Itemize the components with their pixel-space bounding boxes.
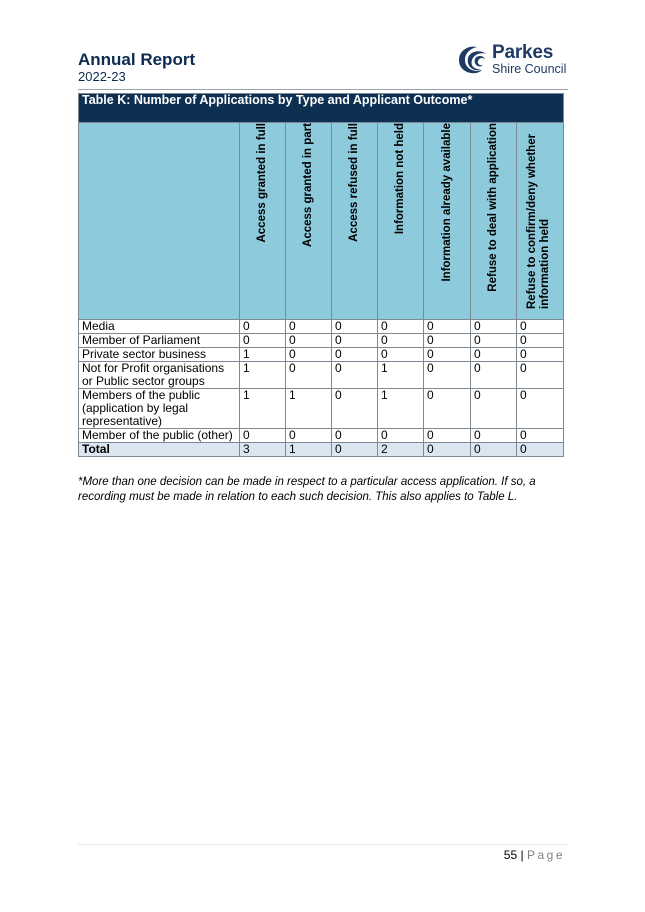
column-header: Access refused in full bbox=[332, 123, 378, 320]
report-year: 2022-23 bbox=[78, 69, 126, 84]
table-cell: 0 bbox=[332, 320, 378, 334]
table-cell: 0 bbox=[424, 320, 471, 334]
total-cell: 1 bbox=[286, 443, 332, 457]
total-cell: 0 bbox=[424, 443, 471, 457]
row-label: Member of the public (other) bbox=[79, 429, 240, 443]
table-cell: 0 bbox=[517, 389, 564, 429]
table-cell: 0 bbox=[517, 320, 564, 334]
page-number bbox=[504, 848, 565, 862]
row-label: Not for Profit organisations or Public sector groups bbox=[79, 362, 240, 389]
row-label: Member of Parliament bbox=[79, 334, 240, 348]
table-cell: 0 bbox=[424, 389, 471, 429]
page-number-value: 55 bbox=[503, 848, 518, 862]
header-divider bbox=[78, 89, 568, 90]
total-cell: 0 bbox=[517, 443, 564, 457]
table-cell: 0 bbox=[332, 348, 378, 362]
total-cell: 3 bbox=[240, 443, 286, 457]
table-cell: 1 bbox=[240, 362, 286, 389]
column-header: Access granted in part bbox=[286, 123, 332, 320]
table-cell: 0 bbox=[332, 362, 378, 389]
column-header: Access granted in full bbox=[240, 123, 286, 320]
table-cell: 1 bbox=[378, 389, 424, 429]
table-cell: 0 bbox=[332, 334, 378, 348]
table-cell: 0 bbox=[471, 348, 517, 362]
table-cell: 1 bbox=[378, 362, 424, 389]
table-footnote: *More than one decision can be made in respect to a particular access application. If so, a recording must be made in relation to each such decision. This also applies to Table L. bbox=[78, 476, 536, 503]
report-title: Annual Report bbox=[78, 50, 196, 69]
table-row bbox=[79, 320, 564, 334]
table-cell: 0 bbox=[424, 348, 471, 362]
column-header: Refuse to confirm/deny whether information held bbox=[517, 123, 564, 320]
table-cell: 0 bbox=[286, 362, 332, 389]
table-row bbox=[79, 348, 564, 362]
table-cell: 0 bbox=[332, 389, 378, 429]
column-header: Information already available bbox=[424, 123, 471, 320]
table-cell: 1 bbox=[240, 348, 286, 362]
table-cell: 0 bbox=[424, 334, 471, 348]
table-cell: 0 bbox=[517, 429, 564, 443]
table-row bbox=[79, 362, 564, 389]
table-cell: 0 bbox=[240, 429, 286, 443]
total-cell: 0 bbox=[332, 443, 378, 457]
table-cell: 0 bbox=[378, 348, 424, 362]
table-cell: 0 bbox=[286, 429, 332, 443]
logo-name: Parkes bbox=[492, 42, 554, 63]
table-cell: 0 bbox=[240, 334, 286, 348]
table-cell: 0 bbox=[517, 334, 564, 348]
applications-outcome-table bbox=[78, 93, 564, 457]
table-cell: 1 bbox=[286, 389, 332, 429]
table-cell: 0 bbox=[286, 334, 332, 348]
row-label: Members of the public (application by legal representative) bbox=[79, 389, 240, 429]
table-cell: 0 bbox=[471, 334, 517, 348]
table-header-row bbox=[79, 123, 564, 320]
table-row bbox=[79, 334, 564, 348]
table-title-row bbox=[79, 94, 564, 123]
table-cell: 0 bbox=[517, 362, 564, 389]
table-cell: 0 bbox=[286, 348, 332, 362]
table-cell: 0 bbox=[424, 362, 471, 389]
table-total-row bbox=[79, 443, 564, 457]
table-cell: 0 bbox=[240, 320, 286, 334]
table-cell: 0 bbox=[286, 320, 332, 334]
total-cell: 0 bbox=[471, 443, 517, 457]
table-cell: 0 bbox=[471, 389, 517, 429]
total-cell: 2 bbox=[378, 443, 424, 457]
table-cell: 0 bbox=[332, 429, 378, 443]
row-label: Media bbox=[79, 320, 240, 334]
row-label-header bbox=[79, 123, 240, 320]
table-cell: 0 bbox=[471, 429, 517, 443]
council-logo bbox=[455, 41, 570, 79]
table-cell: 0 bbox=[517, 348, 564, 362]
table-cell: 0 bbox=[378, 429, 424, 443]
page-separator: | bbox=[520, 848, 524, 862]
column-header: Information not held bbox=[378, 123, 424, 320]
table-cell: 1 bbox=[240, 389, 286, 429]
table-title: Table K: Number of Applications by Type and Applicant Outcome* bbox=[79, 94, 564, 123]
table-cell: 0 bbox=[471, 320, 517, 334]
table-row bbox=[79, 429, 564, 443]
table-cell: 0 bbox=[378, 320, 424, 334]
table-cell: 0 bbox=[424, 429, 471, 443]
row-label: Private sector business bbox=[79, 348, 240, 362]
table-cell: 0 bbox=[378, 334, 424, 348]
total-label: Total bbox=[79, 443, 240, 457]
table-cell: 0 bbox=[471, 362, 517, 389]
parkes-swirl-logo-icon bbox=[455, 42, 491, 78]
column-header: Refuse to deal with application bbox=[471, 123, 517, 320]
table-row bbox=[79, 389, 564, 429]
page-word: Page bbox=[526, 848, 565, 862]
logo-subtitle: Shire Council bbox=[492, 62, 567, 76]
footer-divider bbox=[78, 844, 568, 845]
